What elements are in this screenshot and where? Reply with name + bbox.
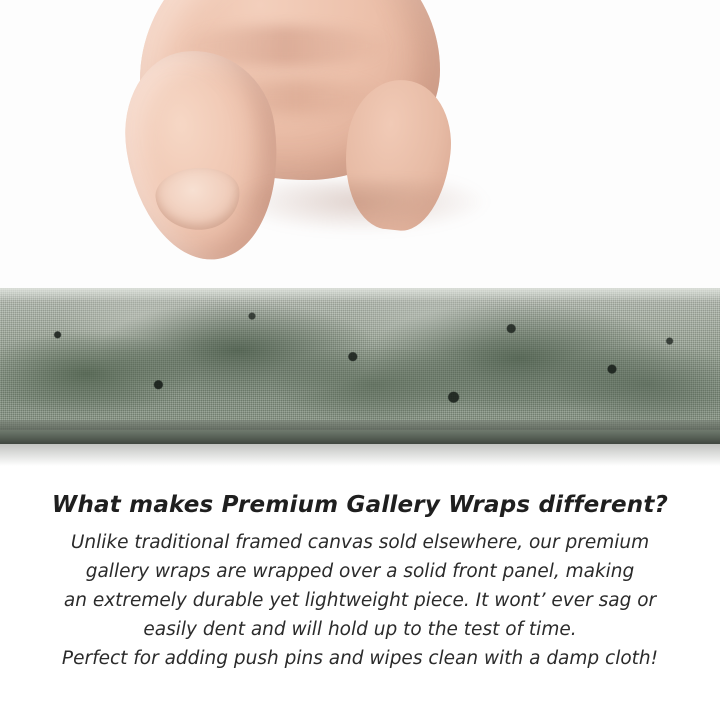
- hand-pressing-thumb: [120, 0, 460, 292]
- canvas-edge-base: [0, 430, 720, 444]
- canvas-wrap-edge: [0, 288, 720, 444]
- caption-line: easily dent and will hold up to the test of time.: [143, 619, 577, 640]
- caption-block: [0, 492, 720, 673]
- caption-line: Unlike traditional framed canvas sold elsewhere, our premium: [70, 532, 650, 553]
- canvas-edge-lower-shade: [0, 420, 720, 430]
- caption-body: [0, 528, 720, 673]
- caption-line: gallery wraps are wrapped over a solid front panel, making: [85, 561, 635, 582]
- caption-heading: What makes Premium Gallery Wraps different?: [51, 492, 669, 518]
- canvas-drop-shadow: [0, 444, 720, 466]
- photo-top-white-area: [0, 0, 720, 292]
- caption-line: Perfect for adding push pins and wipes clean with a damp cloth!: [61, 648, 659, 669]
- caption-line: an extremely durable yet lightweight piece. It wont’ ever sag or: [63, 590, 657, 611]
- hand-contact-shadow: [230, 180, 490, 234]
- canvas-edge-highlight: [0, 288, 720, 302]
